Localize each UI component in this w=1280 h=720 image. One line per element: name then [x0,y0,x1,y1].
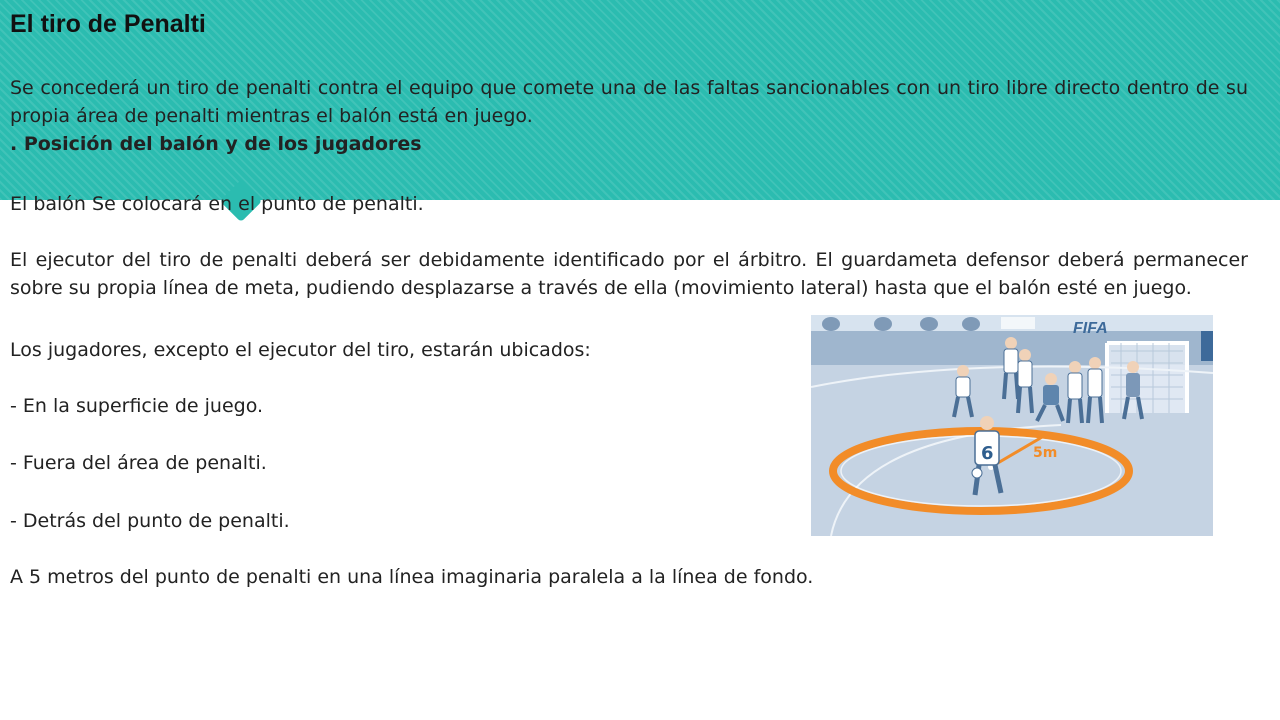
ball-position-text: El balón Se colocará en el punto de penalti. [10,193,424,215]
ball [972,468,982,478]
player-left [954,365,972,417]
kicker-paragraph: El ejecutor del tiro de penalti deberá ser debidamente identificado por el árbitro. El guardameta defensor deberá permanecer sobre su propia línea de meta, pudiendo desplazarse a través de ella (movimiento lateral) hasta que el balón esté en juego. [10,249,1248,299]
jersey-number: 6 [981,443,994,464]
fifa-banner-text: FIFA [1073,320,1108,337]
section-subheading: . Posición del balón y de los jugadores [10,133,422,155]
distance-label: 5m [1033,445,1058,461]
slide-title: El tiro de Penalti [10,10,206,38]
penalty-scene-svg [811,315,1213,536]
goal [1107,343,1187,413]
list-item: - Detrás del punto de penalti. [10,510,290,532]
side-board [1201,331,1213,361]
penalty-illustration [811,315,1213,536]
list-item: - Fuera del área de penalti. [10,452,267,474]
players-intro: Los jugadores, excepto el ejecutor del tiro, estarán ubicados: [10,339,591,361]
closing-paragraph: A 5 metros del punto de penalti en una línea imaginaria paralela a la línea de fondo. [10,566,814,588]
list-item: - En la superficie de juego. [10,395,264,417]
intro-paragraph: Se concederá un tiro de penalti contra el equipo que comete una de las faltas sancionables con un tiro libre directo dentro de su propia área de penalti mientras el balón está en juego. [10,77,1248,127]
area-line [831,425,1061,536]
